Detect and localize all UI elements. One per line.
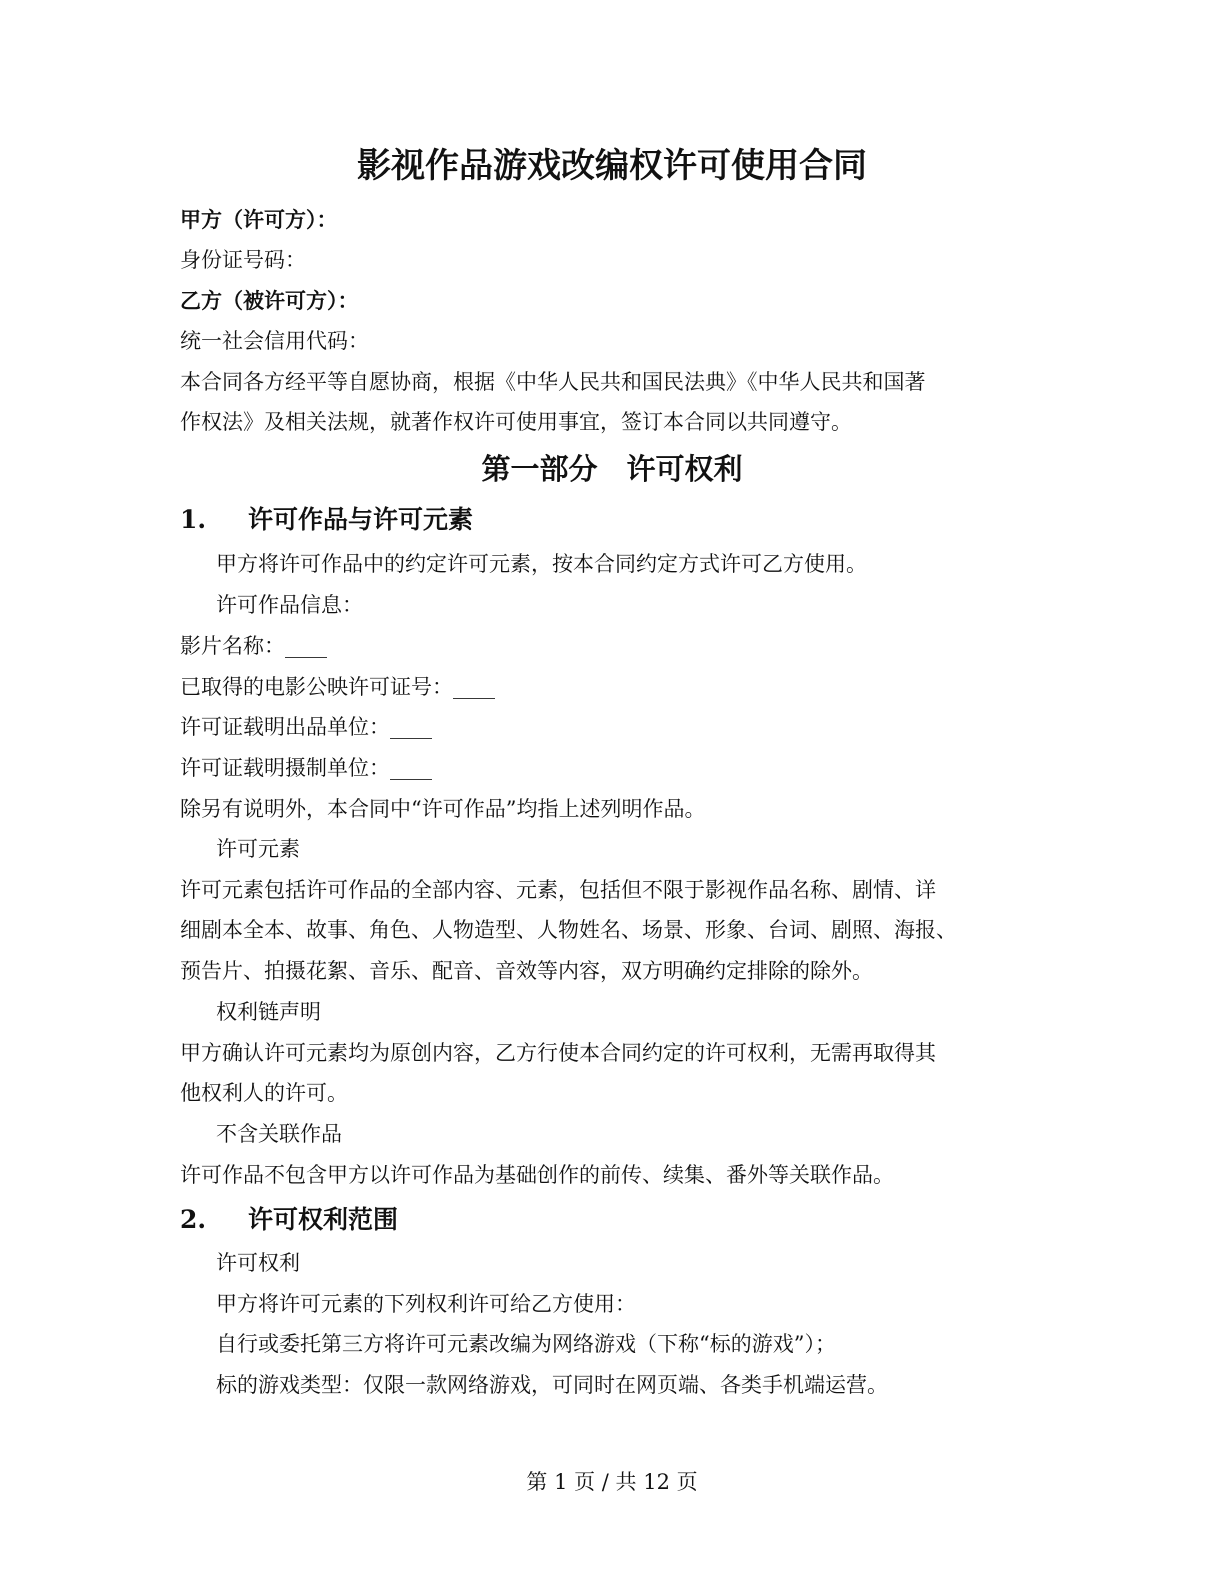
section-1-paragraph: 甲方将许可作品中的约定许可元素，按本合同约定方式许可乙方使用。 [216, 552, 867, 576]
producer-field: 许可证载明出品单位：____ [180, 715, 432, 739]
elements-line-2: 细剧本全本、故事、角色、人物造型、人物姓名、场景、形象、台词、剧照、海报、 [180, 918, 957, 942]
section-1-number: 1. [180, 505, 207, 534]
rights-heading: 许可权利 [216, 1251, 300, 1275]
section-2-heading [180, 1203, 398, 1237]
intro-line-2: 作权法》及相关法规，就著作权许可使用事宜，签订本合同以共同遵守。 [180, 410, 852, 434]
elements-heading: 许可元素 [216, 837, 300, 861]
elements-line-1: 许可元素包括许可作品的全部内容、元素，包括但不限于影视作品名称、剧情、详 [180, 878, 936, 902]
document-title: 影视作品游戏改编权许可使用合同 [357, 146, 867, 186]
rights-line-1: 甲方将许可元素的下列权利许可给乙方使用： [216, 1292, 636, 1316]
section-2-title: 许可权利范围 [248, 1205, 399, 1234]
party-b-label: 乙方（被许可方）： [180, 288, 359, 313]
licensed-work-info-heading: 许可作品信息： [216, 593, 363, 617]
rights-chain-line-1: 甲方确认许可元素均为原创内容，乙方行使本合同约定的许可权利，无需再取得其 [180, 1041, 936, 1065]
party-a-label: 甲方（许可方）： [180, 207, 338, 232]
section-1-title: 许可作品与许可元素 [248, 505, 474, 534]
licensed-work-note: 除另有说明外，本合同中“许可作品”均指上述列明作品。 [180, 797, 706, 821]
rights-chain-line-2: 他权利人的许可。 [180, 1081, 348, 1105]
related-works-heading: 不含关联作品 [216, 1122, 342, 1146]
related-works-line: 许可作品不包含甲方以许可作品为基础创作的前传、续集、番外等关联作品。 [180, 1163, 894, 1187]
rights-chain-heading: 权利链声明 [216, 1000, 321, 1024]
rights-line-3: 标的游戏类型：仅限一款网络游戏，可同时在网页端、各类手机端运营。 [216, 1373, 888, 1397]
rights-line-2: 自行或委托第三方将许可元素改编为网络游戏（下称“标的游戏”）； [216, 1332, 836, 1356]
elements-line-3: 预告片、拍摄花絮、音乐、配音、音效等内容，双方明确约定排除的除外。 [180, 959, 873, 983]
part-one-title: 第一部分 许可权利 [481, 452, 743, 486]
shooter-field: 许可证载明摄制单位：____ [180, 756, 432, 780]
party-b-code-label: 统一社会信用代码： [180, 329, 369, 353]
film-name-field: 影片名称：____ [180, 634, 327, 658]
intro-line-1: 本合同各方经平等自愿协商，根据《中华人民共和国民法典》《中华人民共和国著 [180, 370, 926, 394]
license-number-field: 已取得的电影公映许可证号：____ [180, 675, 495, 699]
page-footer: 第 1 页 / 共 12 页 [526, 1470, 698, 1494]
section-2-number: 2. [180, 1205, 207, 1234]
section-1-heading [180, 503, 473, 537]
party-a-id-label: 身份证号码： [180, 248, 306, 272]
